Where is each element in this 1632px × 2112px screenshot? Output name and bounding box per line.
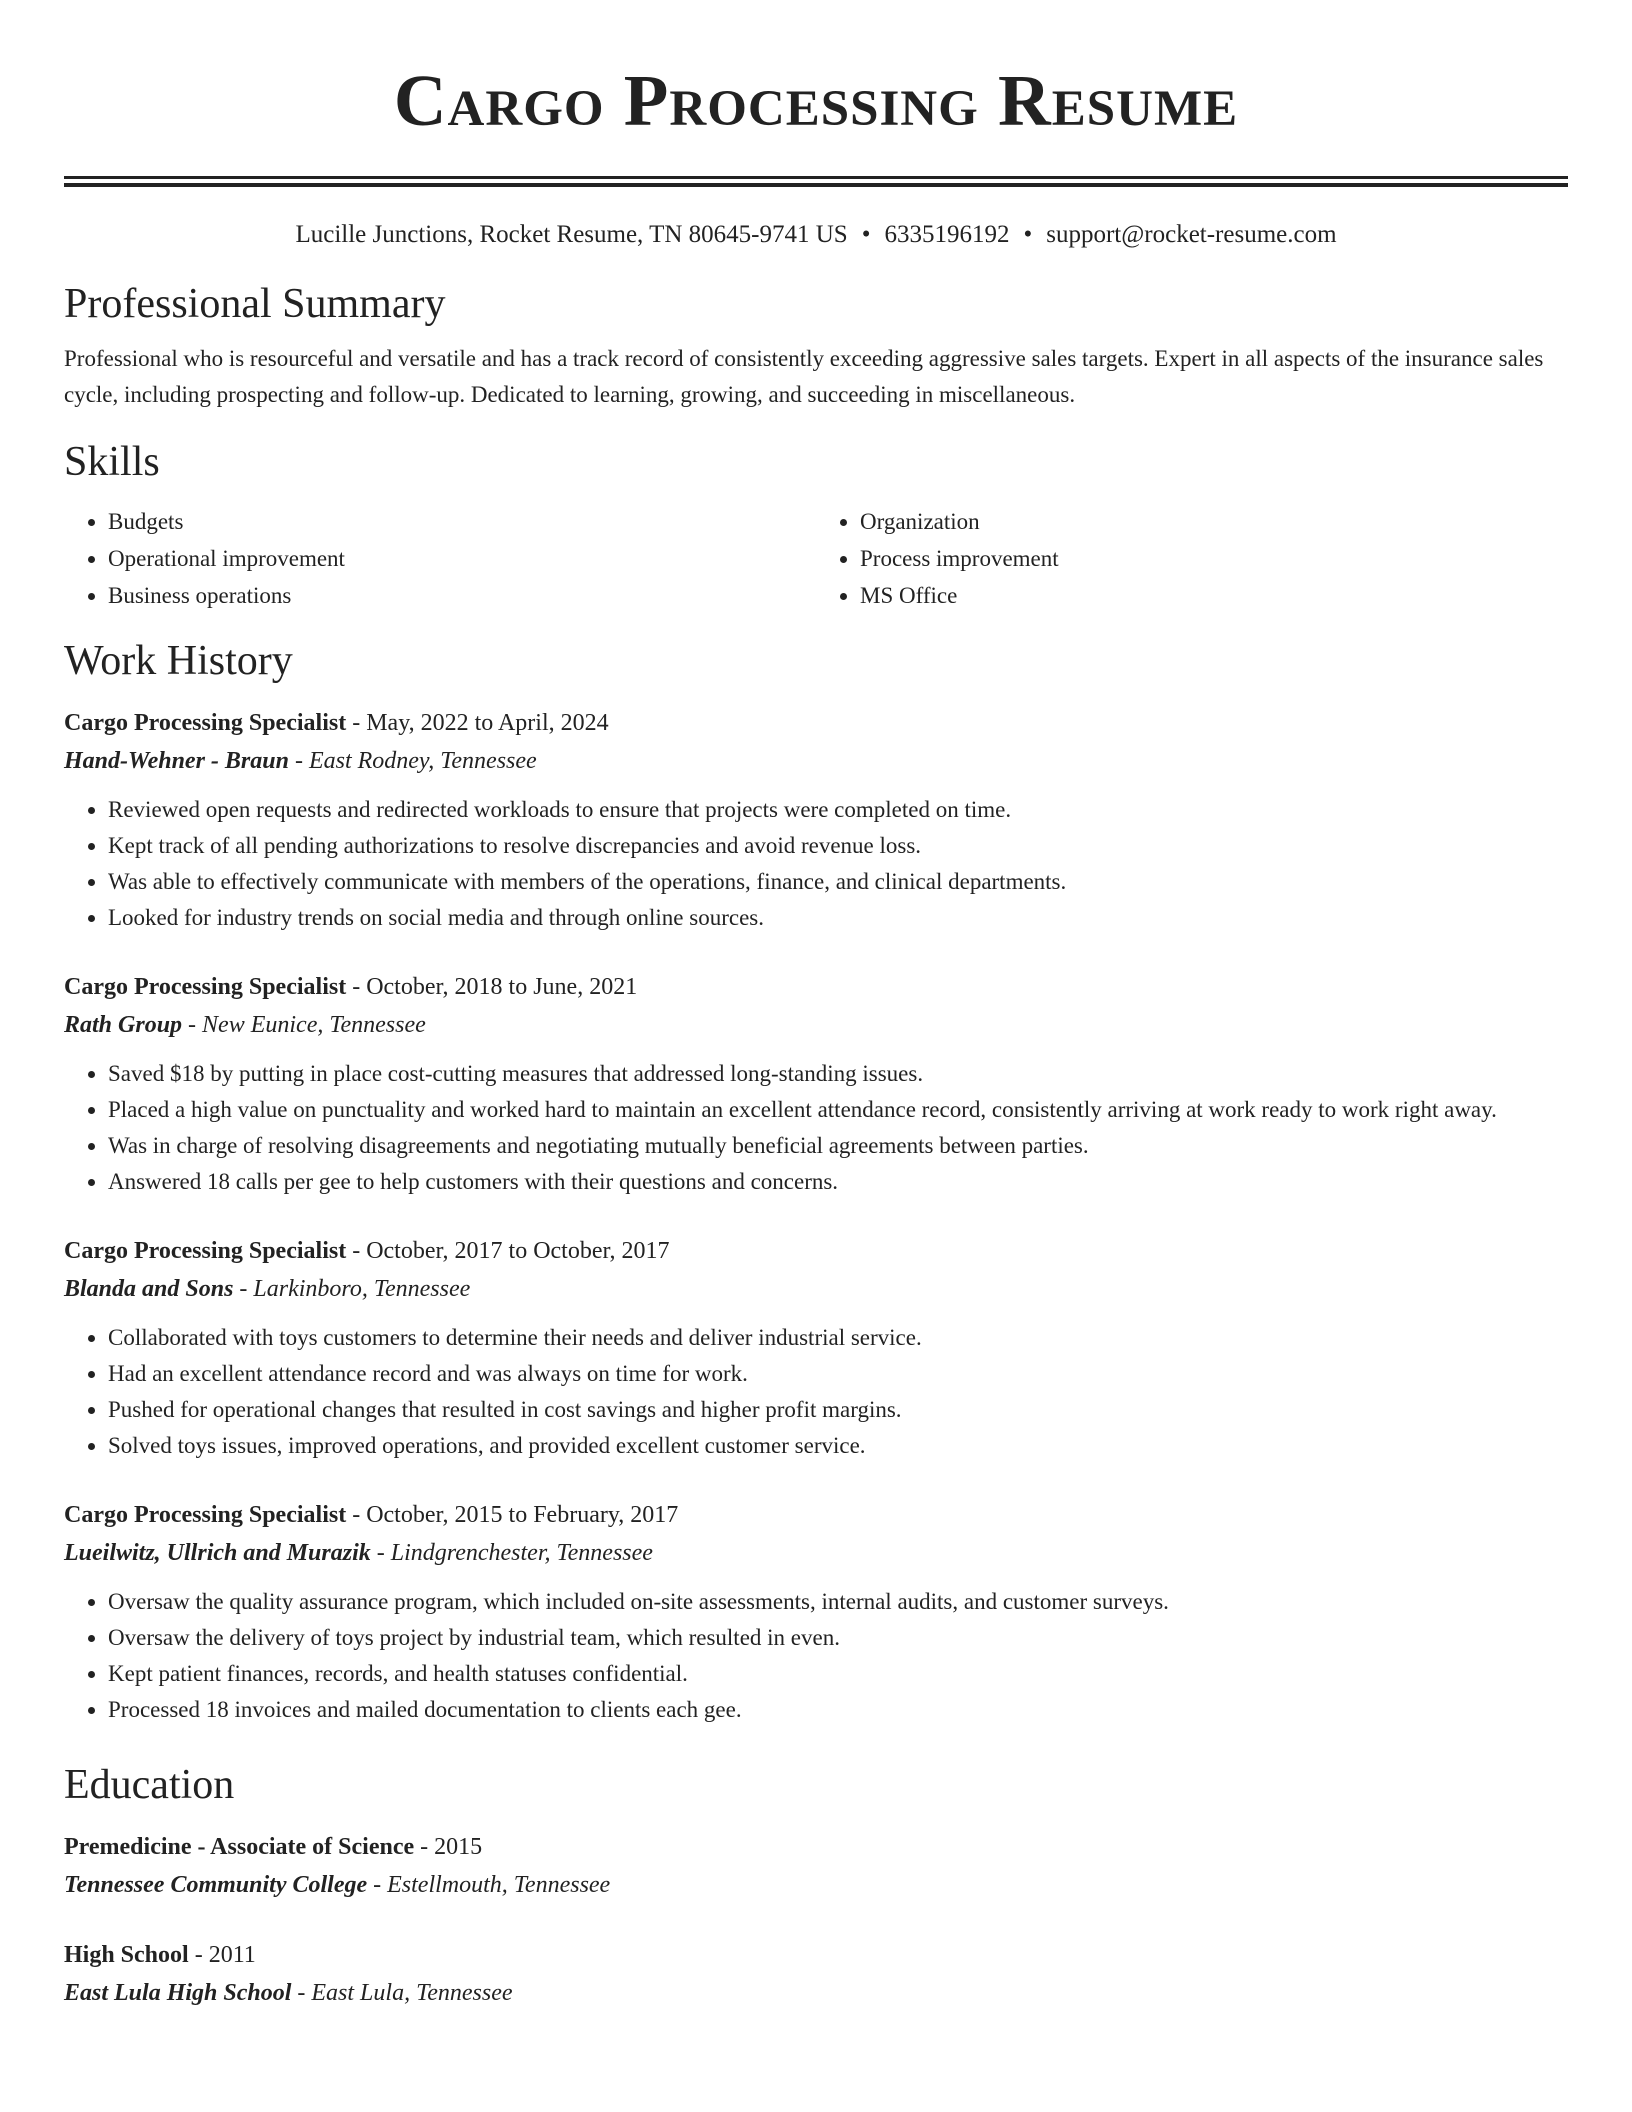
education-school: Tennessee Community College bbox=[64, 1872, 368, 1898]
job-bullet: • Oversaw the quality assurance program, which included on-site assessments, internal audits, and customer surveys. bbox=[108, 1584, 1568, 1620]
section-heading-skills: Skills bbox=[64, 439, 160, 485]
contact-phone: 6335196192 bbox=[884, 221, 1010, 248]
contact-line bbox=[64, 217, 1568, 253]
job-bullets bbox=[64, 1320, 1568, 1464]
contact-address: Lucille Junctions, Rocket Resume, TN 80645-9741 US bbox=[295, 221, 848, 248]
job-bullet: • Oversaw the delivery of toys project by industrial team, which resulted in even. bbox=[108, 1620, 1568, 1656]
job-title-line bbox=[64, 704, 1568, 742]
education-school-line bbox=[64, 1974, 1568, 2012]
job-bullet: • Solved toys issues, improved operations, and provided excellent customer service. bbox=[108, 1428, 1568, 1464]
job-bullet: • Was able to effectively communicate with members of the operations, finance, and clinical departments. bbox=[108, 864, 1568, 900]
education-year: - 2015 bbox=[414, 1834, 483, 1860]
job-entry bbox=[64, 1496, 1568, 1728]
education-school: East Lula High School bbox=[64, 1980, 292, 2006]
job-title-line bbox=[64, 1496, 1568, 1534]
education-degree-line bbox=[64, 1936, 1568, 1974]
job-bullet: • Looked for industry trends on social media and through online sources. bbox=[108, 900, 1568, 936]
job-title: Cargo Processing Specialist bbox=[64, 1502, 347, 1528]
job-title: Cargo Processing Specialist bbox=[64, 710, 347, 736]
job-bullets bbox=[64, 792, 1568, 936]
section-heading-summary: Professional Summary bbox=[64, 281, 446, 327]
job-dates: - May, 2022 to April, 2024 bbox=[346, 710, 609, 736]
education-year: - 2011 bbox=[188, 1942, 256, 1968]
skills-column-right bbox=[816, 503, 1568, 614]
summary-text: Professional who is resourceful and versatile and has a track record of consistently exceeding aggressive sales targets. Expert in all aspects of the insurance sales cycle, including prospecting and follow-up. Dedicated to learning, growing, and succeeding in miscellaneous. bbox=[64, 346, 1544, 407]
job-bullet: • Placed a high value on punctuality and worked hard to maintain an excellent attendance record, consistently arriving at work ready to work right away. bbox=[108, 1092, 1568, 1128]
resume-page bbox=[64, 0, 1568, 2012]
section-heading-work: Work History bbox=[64, 638, 293, 684]
section-heading-education: Education bbox=[64, 1762, 235, 1808]
job-entry bbox=[64, 968, 1568, 1200]
job-dates: - October, 2017 to October, 2017 bbox=[346, 1238, 670, 1264]
skill-item: • Business operations bbox=[108, 577, 816, 614]
education-entry bbox=[64, 1828, 1568, 1904]
job-company-line bbox=[64, 1534, 1568, 1572]
job-location: - Lindgrenchester, Tennessee bbox=[370, 1540, 653, 1566]
skill-item: • Operational improvement bbox=[108, 540, 816, 577]
job-bullet: • Answered 18 calls per gee to help customers with their questions and concerns. bbox=[108, 1164, 1568, 1200]
job-bullet: • Had an excellent attendance record and was always on time for work. bbox=[108, 1356, 1568, 1392]
skill-item: • Organization bbox=[860, 503, 1568, 540]
job-bullet: • Processed 18 invoices and mailed documentation to clients each gee. bbox=[108, 1692, 1568, 1728]
contact-email: support@rocket-resume.com bbox=[1046, 221, 1337, 248]
job-title: Cargo Processing Specialist bbox=[64, 1238, 347, 1264]
job-bullet: • Saved $18 by putting in place cost-cutting measures that addressed long-standing issues. bbox=[108, 1056, 1568, 1092]
job-bullet: • Reviewed open requests and redirected workloads to ensure that projects were completed on time. bbox=[108, 792, 1568, 828]
education-location: - Estellmouth, Tennessee bbox=[367, 1872, 611, 1898]
job-bullets bbox=[64, 1056, 1568, 1200]
job-dates: - October, 2015 to February, 2017 bbox=[346, 1502, 679, 1528]
job-bullet: • Pushed for operational changes that resulted in cost savings and higher profit margins. bbox=[108, 1392, 1568, 1428]
job-company: Rath Group bbox=[64, 1012, 183, 1038]
education-degree: High School bbox=[64, 1942, 189, 1968]
job-company: Blanda and Sons bbox=[64, 1276, 234, 1302]
skill-item: • MS Office bbox=[860, 577, 1568, 614]
job-dates: - October, 2018 to June, 2021 bbox=[346, 974, 638, 1000]
job-title-line bbox=[64, 1232, 1568, 1270]
education-entry bbox=[64, 1936, 1568, 2012]
job-entry bbox=[64, 1232, 1568, 1464]
contact-separator: • bbox=[1023, 221, 1033, 248]
job-bullet: • Kept patient finances, records, and health statuses confidential. bbox=[108, 1656, 1568, 1692]
title-divider bbox=[64, 176, 1568, 187]
job-company-line bbox=[64, 742, 1568, 780]
job-company-line bbox=[64, 1006, 1568, 1044]
skills-column-left bbox=[64, 503, 816, 614]
job-title: Cargo Processing Specialist bbox=[64, 974, 347, 1000]
job-company: Lueilwitz, Ullrich and Murazik bbox=[64, 1540, 371, 1566]
contact-separator: • bbox=[861, 221, 871, 248]
job-bullet: • Was in charge of resolving disagreements and negotiating mutually beneficial agreements between parties. bbox=[108, 1128, 1568, 1164]
page-title: Cargo Processing Resume bbox=[393, 60, 1239, 141]
education-degree-line bbox=[64, 1828, 1568, 1866]
education-degree: Premedicine - Associate of Science bbox=[64, 1834, 415, 1860]
job-bullet: • Collaborated with toys customers to determine their needs and deliver industrial service. bbox=[108, 1320, 1568, 1356]
job-bullets bbox=[64, 1584, 1568, 1728]
job-company-line bbox=[64, 1270, 1568, 1308]
job-bullet: • Kept track of all pending authorizations to resolve discrepancies and avoid revenue loss. bbox=[108, 828, 1568, 864]
job-company: Hand-Wehner - Braun bbox=[64, 748, 289, 774]
skill-item: • Budgets bbox=[108, 503, 816, 540]
job-location: - Larkinboro, Tennessee bbox=[233, 1276, 471, 1302]
skill-item: • Process improvement bbox=[860, 540, 1568, 577]
job-location: - East Rodney, Tennessee bbox=[288, 748, 537, 774]
education-school-line bbox=[64, 1866, 1568, 1904]
job-location: - New Eunice, Tennessee bbox=[182, 1012, 426, 1038]
skills-list bbox=[64, 503, 1568, 614]
job-entry bbox=[64, 704, 1568, 936]
job-title-line bbox=[64, 968, 1568, 1006]
education-location: - East Lula, Tennessee bbox=[291, 1980, 513, 2006]
